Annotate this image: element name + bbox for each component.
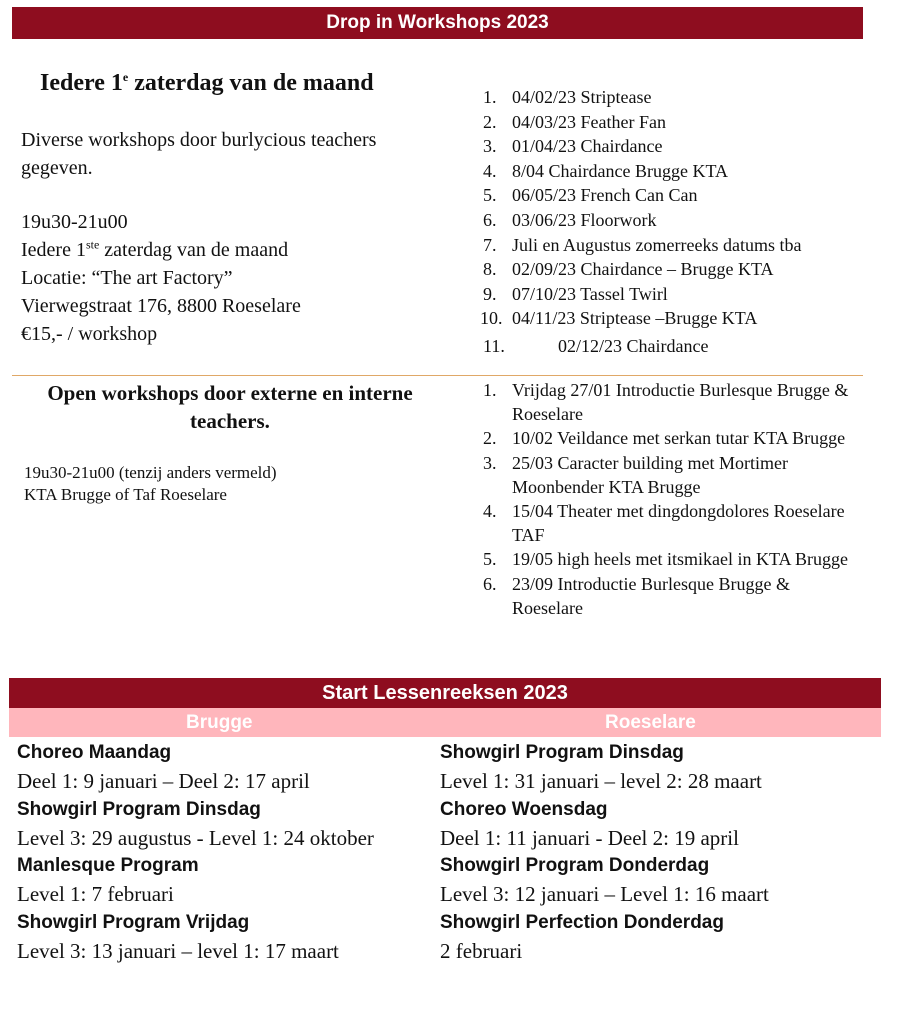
list-item-number: 2. [483,111,497,132]
open-info [24,462,277,506]
list-item-text: 19/05 high heels met itsmikael in KTA Brugge [512,549,849,570]
list-item-number: 3. [483,136,497,157]
brugge-label: Brugge [186,712,253,733]
roeselare-label: Roeselare [605,712,696,733]
list-item-text: 04/03/23 Feather Fan [512,111,666,132]
list-item-number: 9. [483,283,497,304]
list-item-text: Vrijdag 27/01 Introductie Burlesque Brugge & Roeselare [512,380,849,425]
monthly-workshop-item [483,233,863,258]
list-item-text: 07/10/23 Tassel Twirl [512,283,668,304]
monthly-workshop-item [483,208,863,233]
course-name: Showgirl Program Dinsdag [440,742,684,763]
list-item-number: 10. [480,308,503,329]
course-dates: Deel 1: 9 januari – Deel 2: 17 april [17,769,310,793]
open-location: KTA Brugge of Taf Roeselare [24,485,227,504]
course-dates: Level 3: 29 augustus - Level 1: 24 oktober [17,825,374,850]
monthly-workshop-item [483,85,863,110]
course-name: Showgirl Perfection Donderdag [440,911,724,933]
monthly-heading: Iedere 1e zaterdag van de maand [40,70,374,96]
roeselare-course-list [440,739,880,965]
list-item-text: 10/02 Veildance met serkan tutar KTA Brugge [512,428,846,449]
monthly-workshop-item [483,257,863,282]
list-item-number: 5. [483,185,497,206]
brugge-course-list [17,739,397,965]
course-name: Showgirl Program Vrijdag [17,911,250,933]
list-item-number: 8. [483,259,497,280]
list-item-number: 3. [483,452,497,473]
list-item-text: 04/11/23 Striptease –Brugge KTA [512,308,758,329]
section-divider [12,375,863,376]
monthly-workshop-item [483,282,863,307]
list-item-number: 5. [483,549,497,570]
course-dates: Level 3: 13 januari – level 1: 17 maart [17,938,339,963]
list-item-number: 6. [483,573,497,594]
list-item-text: 04/02/23 Striptease [512,87,652,107]
list-item-number: 6. [483,209,497,230]
series-title: Start Lessenreeksen 2023 [322,682,568,704]
monthly-time: 19u30-21u00 [21,211,128,233]
list-item-number: 1. [483,87,497,107]
list-item-text: 02/12/23 Chairdance [558,335,709,356]
list-item-text: Juli en Augustus zomerreeks datums tba [512,234,802,255]
open-workshop-item [483,426,855,450]
course-dates: Level 1: 7 februari [17,882,174,906]
list-item-text: 15/04 Theater met dingdongdolores Roeselare TAF [512,501,845,546]
drop-in-title: Drop in Workshops 2023 [326,12,549,33]
course-dates: Level 3: 12 januari – Level 1: 16 maart [440,882,769,906]
list-item-number: 7. [483,234,497,255]
list-item-text: 23/09 Introductie Burlesque Brugge & Roeselare [512,573,790,618]
monthly-address: Vierwegstraat 176, 8800 Roeselare [21,295,301,317]
course-dates: Deel 1: 11 januari - Deel 2: 19 april [440,825,739,850]
list-item-number: 1. [483,380,497,400]
monthly-workshop-list [480,85,863,359]
monthly-details [21,208,401,348]
open-workshop-item [483,499,855,547]
open-workshop-item [483,451,855,499]
monthly-workshop-item [483,110,863,135]
monthly-price: €15,- / workshop [21,323,158,345]
list-item-text: 8/04 Chairdance Brugge KTA [512,160,728,181]
course-name: Showgirl Program Dinsdag [17,798,261,820]
monthly-location: Locatie: “The art Factory” [21,267,233,289]
course-name: Choreo Maandag [17,742,172,763]
course-name: Manlesque Program [17,855,199,876]
list-item-number: 4. [483,501,497,522]
list-item-text: 03/06/23 Floorwork [512,209,657,230]
monthly-workshop-item [483,334,863,359]
list-item-number: 11. [483,335,505,356]
course-dates: 2 februari [440,938,523,963]
open-workshop-item [483,547,855,571]
open-heading: Open workshops door externe en interne teachers. [47,381,413,433]
open-time: 19u30-21u00 (tenzij anders vermeld) [24,463,277,482]
open-workshop-item [483,572,855,620]
list-item-text: 25/03 Caracter building met Mortimer Moonbender KTA Brugge [512,452,788,497]
monthly-workshop-item [480,306,863,331]
monthly-schedule: Iedere 1ste zaterdag van de maand [21,237,289,261]
monthly-workshop-item [483,159,863,184]
course-name: Showgirl Program Donderdag [440,855,710,876]
monthly-description: Diverse workshops door burlycious teachers gegeven. [21,129,377,179]
list-item-number: 2. [483,428,497,449]
monthly-workshop-item [483,183,863,208]
list-item-text: 02/09/23 Chairdance – Brugge KTA [512,259,774,280]
open-workshop-item [483,378,855,426]
list-item-number: 4. [483,160,497,181]
city-bar [9,708,881,737]
monthly-workshop-item [483,134,863,159]
list-item-text: 01/04/23 Chairdance [512,136,663,157]
list-item-text: 06/05/23 French Can Can [512,185,698,206]
course-dates: Level 1: 31 januari – level 2: 28 maart [440,769,762,793]
drop-in-header [12,7,863,39]
series-header [9,678,881,708]
course-name: Choreo Woensdag [440,798,608,820]
open-workshop-list [483,378,855,620]
